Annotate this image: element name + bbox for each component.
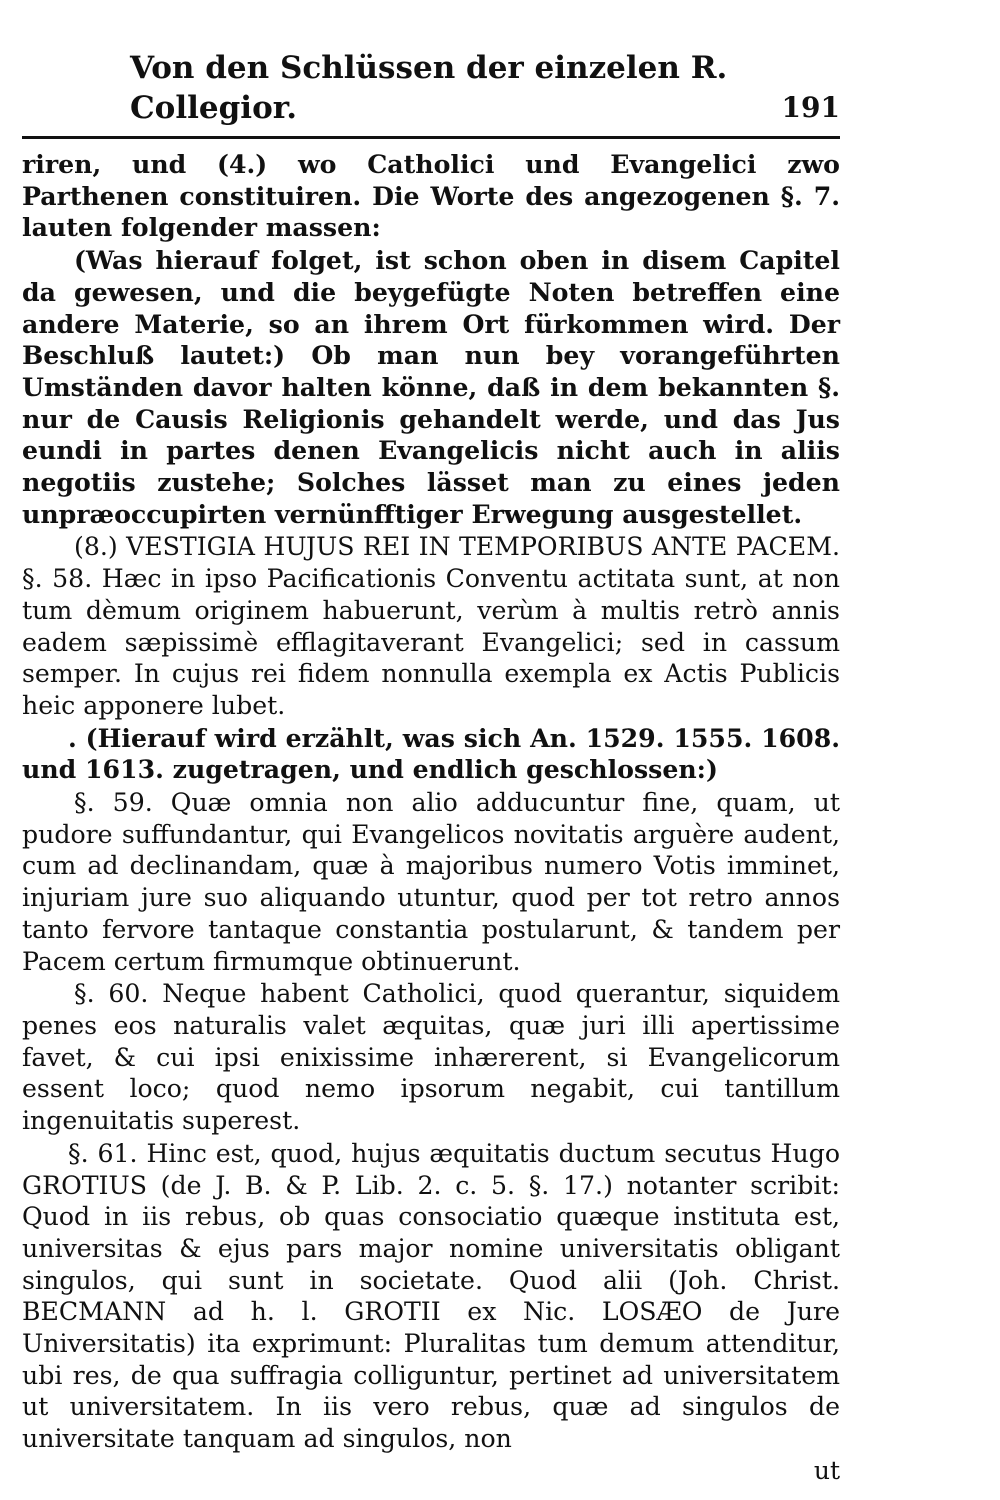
paragraph-section-58: (8.) VESTIGIA HUJUS REI IN TEMPORIBUS ANTE PACEM. §. 58. Hæc in ipso Pacificationis Conventu actitata sunt, at non tum dèmum originem habuerunt, verùm à multis retrò annis eadem sæpissimè efflagitaverant Evangelici; sed in cassum semper. In cujus rei fidem nonnulla exempla ex Actis Publicis heic apponere lubet. xyxy=(22,532,840,720)
body-text xyxy=(22,149,840,1455)
paragraph-narration-note: . (Hierauf wird erzählt, was sich An. 1529. 1555. 1608. und 1613. zugetragen, und endlich geschlossen:) xyxy=(22,722,840,785)
header-rule xyxy=(22,136,840,139)
paragraph-section-59: §. 59. Quæ omnia non alio adducuntur fine, quam, ut pudore suffundantur, qui Evangelicos novitatis arguère audent, cum ad declinandam, quæ à majoribus numero Votis imminet, injuriam jure suo aliquando utuntur, quod per tot retro annos tanto fervore tantaque constantia postularunt, & tandem per Pacem certum firmumque obtinuerunt. xyxy=(22,788,840,976)
paragraph-quoted-conclusion: (Was hierauf folget, ist schon oben in disem Capitel da gewesen, und die beygefügte Noten betreffen eine andere Materie, so an ihrem Ort fürkommen wird. Der Beschluß lautet:) Ob man nun bey vorangeführten Umständen davor halten könne, daß in dem bekannten §. nur de Causis Religionis gehandelt werde, und das Jus eundi in partes denen Evangelicis nicht auch in aliis negotiis zustehe; Solches lässet man zu eines jeden unpræoccupirten vernünfftiger Erwegung ausgestellet. xyxy=(22,245,840,529)
catchword: ut xyxy=(813,1455,840,1485)
running-header xyxy=(22,48,840,128)
header-title: Von den Schlüssen der einzelen R. Collegior. xyxy=(130,50,728,126)
paragraph-continuation: riren, und (4.) wo Catholici und Evangelici zwo Parthenen constituiren. Die Worte des angezogenen §. 7. lauten folgender massen: xyxy=(22,149,840,243)
paragraph-section-60: §. 60. Neque habent Catholici, quod querantur, siquidem penes eos naturalis valet æquitas, quæ juri illi apertissime favet, & cui ipsi enixissime inhærerent, si Evangelicorum essent loco; quod nemo ipsorum negabit, cui tantillum ingenuitatis superest. xyxy=(22,979,840,1136)
paragraph-section-61: §. 61. Hinc est, quod, hujus æquitatis ductum secutus Hugo GROTIUS (de J. B. & P. Lib. 2. c. 5. §. 17.) notanter scribit: Quod in iis rebus, ob quas consociatio quæque instituta est, universitas & ejus pars major nomine universitatis obligant singulos, qui sunt in societate. Quod alii (Joh. Christ. BECMANN ad h. l. GROTII ex Nic. LOSÆO de Jure Universitatis) ita exprimunt: Pluralitas tum demum attenditur, ubi res, de qua suffragia colliguntur, pertinet ad universitatem ut universitatem. In iis vero rebus, quæ ad singulos de universitate tanquam ad singulos, non xyxy=(22,1138,840,1454)
page-number: 191 xyxy=(781,91,840,124)
